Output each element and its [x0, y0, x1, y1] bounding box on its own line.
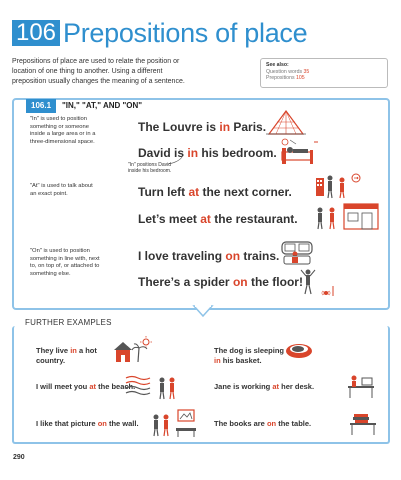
sentence-text: There’s a spider: [138, 275, 233, 289]
example-hot-country: [36, 346, 97, 365]
preposition: in: [187, 146, 199, 160]
preposition: in: [219, 120, 231, 134]
note-line: inside his bedroom.: [128, 168, 172, 174]
example-text: the beach.: [96, 382, 136, 391]
picture-wall-icon: [152, 408, 198, 438]
example-text: They live: [36, 346, 71, 355]
example-text: the wall.: [106, 419, 139, 428]
page-title: Prepositions of place: [63, 18, 308, 48]
see-also-label: See also:: [266, 62, 289, 68]
preposition: on: [97, 419, 107, 428]
restaurant-icon: [316, 200, 382, 230]
preposition: in: [214, 355, 221, 365]
note-line: "At" is used to talk about: [30, 183, 93, 189]
see-also-ref[interactable]: Prepositions: [266, 75, 296, 81]
dog-basket-icon: [284, 338, 314, 360]
example-text: I will meet you: [36, 382, 90, 391]
note-line: something else.: [30, 270, 71, 277]
note-line: "On" is used to position: [30, 248, 90, 254]
note-line: something in line with, next: [30, 255, 100, 262]
example-beach: [36, 382, 135, 392]
section-number: 106.1: [26, 99, 56, 113]
note-line: "In" is used to position: [30, 116, 87, 122]
panel-notch: [194, 306, 212, 318]
sentence-text: the floor!: [247, 275, 303, 289]
note-line: something or someone: [30, 123, 89, 130]
sentence-text: I love traveling: [138, 249, 226, 263]
desk-worker-icon: [346, 372, 376, 398]
sentence-text: the restaurant.: [210, 212, 298, 226]
books-table-icon: [348, 410, 378, 436]
example-dog-basket: [214, 346, 284, 365]
preposition: at: [188, 185, 200, 199]
preposition: on: [266, 419, 277, 428]
pyramid-icon: [266, 110, 306, 136]
section-title: "IN," "AT," AND "ON": [62, 101, 143, 110]
preposition: on: [225, 249, 241, 263]
sentence-text: The Louvre is: [138, 120, 220, 134]
page-number: 290: [13, 454, 25, 461]
hot-country-icon: [114, 336, 154, 364]
example-desk: [214, 382, 314, 392]
example-text: her desk.: [279, 382, 315, 391]
see-also-ref-number[interactable]: 105: [296, 75, 305, 81]
see-also-ref-number[interactable]: 35: [303, 68, 310, 75]
preposition: on: [232, 275, 248, 289]
intro-line: Prepositions of place are used to relate the position or: [12, 58, 180, 65]
example-wall: [36, 419, 139, 429]
see-also-ref[interactable]: Question words: [266, 68, 304, 75]
note-line: three-dimensional space.: [30, 138, 95, 145]
train-seat-icon: [280, 240, 316, 268]
note-line: an exact point.: [30, 190, 68, 197]
intro-line: location of one thing to another. Using a different: [12, 68, 163, 75]
note-line: to, on top of, or attached to: [30, 263, 100, 269]
sentence-text: David is: [138, 146, 188, 160]
sentence-text: Paris.: [230, 120, 267, 134]
intro-line: preposition usually changes the meaning of a sentence.: [12, 78, 185, 85]
example-text: his basket.: [220, 355, 262, 365]
beach-icon: [124, 374, 180, 400]
note-line: inside a large area or in a: [30, 131, 96, 137]
preposition: at: [272, 382, 280, 391]
bedroom-icon: [280, 138, 320, 168]
example-text: The dog is sleeping: [214, 346, 285, 355]
sentence-text: Turn left: [138, 185, 189, 199]
street-corner-icon: [314, 172, 364, 200]
further-examples-title: FURTHER EXAMPLES: [25, 318, 112, 327]
sentence-text: Let’s meet: [138, 212, 201, 226]
note-line: "In" positions David: [128, 162, 172, 168]
unit-number: 106: [12, 20, 60, 46]
sentence-text: the next corner.: [199, 185, 292, 199]
example-table: [214, 419, 311, 429]
example-text: Jane is working: [214, 382, 273, 391]
spider-scare-icon: [300, 266, 340, 298]
example-text: country.: [36, 355, 66, 365]
sentence-text: trains.: [240, 249, 280, 263]
example-text: the table.: [276, 419, 312, 428]
preposition: at: [200, 212, 211, 226]
example-text: The books are: [214, 419, 267, 428]
sentence-text: his bedroom.: [198, 146, 277, 160]
example-text: I like that picture: [36, 419, 98, 428]
preposition: at: [89, 382, 97, 391]
preposition: in: [70, 346, 77, 355]
example-text: a hot: [76, 346, 97, 355]
